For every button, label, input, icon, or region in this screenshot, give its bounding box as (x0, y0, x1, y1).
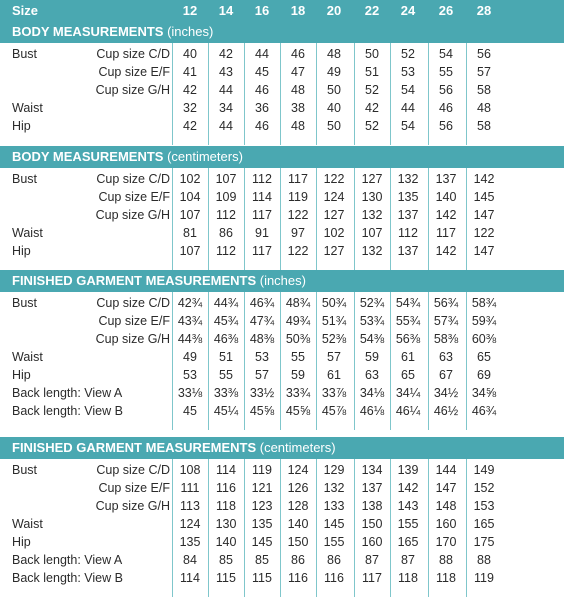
table-cell: 46 (439, 101, 453, 115)
table-cell: 117 (252, 244, 272, 258)
table-cell: 56 (439, 83, 453, 97)
table-cell: 51¾ (321, 314, 347, 328)
table-cell: 119 (474, 571, 494, 585)
table-cell: 46⅛ (359, 404, 385, 418)
table-cell: 127 (323, 208, 345, 222)
table-cell: 124 (323, 190, 345, 204)
table-cell: 150 (287, 535, 309, 549)
table-cell: 116 (288, 571, 308, 585)
table-cell: 147 (473, 244, 495, 258)
table-cell: 133 (323, 499, 345, 513)
row-label: Back length: View A (12, 386, 123, 400)
table-cell: 153 (473, 499, 495, 513)
row-label: Hip (12, 368, 31, 382)
table-cell: 142 (473, 172, 495, 186)
table-cell: 122 (287, 244, 309, 258)
section-title (12, 270, 306, 292)
table-cell: 175 (473, 535, 495, 549)
table-cell: 112 (216, 244, 236, 258)
row-sublabel: Cup size C/D (96, 296, 170, 310)
size-header-26: 26 (438, 3, 454, 18)
table-cell: 46¾ (471, 404, 497, 418)
section-header-2 (0, 270, 564, 292)
table-cell: 33⅞ (321, 386, 347, 400)
section-title (12, 146, 243, 168)
table-cell: 122 (323, 172, 345, 186)
row-sublabel: Cup size C/D (96, 172, 170, 186)
row-label: Bust (12, 172, 38, 186)
section-title-main: FINISHED GARMENT MEASUREMENTS (12, 440, 257, 455)
table-cell: 88 (439, 553, 453, 567)
table-cell: 121 (251, 481, 273, 495)
table-cell: 52 (365, 83, 379, 97)
table-cell: 116 (216, 481, 236, 495)
table-cell: 104 (179, 190, 201, 204)
section-title-main: FINISHED GARMENT MEASUREMENTS (12, 273, 257, 288)
table-cell: 54¾ (395, 296, 421, 310)
table-cell: 57 (255, 368, 269, 382)
row-sublabel: Cup size E/F (98, 190, 170, 204)
table-cell: 45¾ (213, 314, 239, 328)
table-cell: 112 (398, 226, 418, 240)
table-cell: 44¾ (213, 296, 239, 310)
table-cell: 33½ (249, 386, 275, 400)
table-cell: 165 (473, 517, 495, 531)
table-cell: 61 (327, 368, 341, 382)
table-cell: 51 (365, 65, 379, 79)
table-cell: 86 (291, 553, 305, 567)
row-label: Back length: View B (12, 571, 123, 585)
row-sublabel: Cup size E/F (98, 65, 170, 79)
table-cell: 114 (216, 463, 236, 477)
size-header-12: 12 (182, 3, 198, 18)
table-cell: 84 (183, 553, 197, 567)
table-cell: 137 (397, 208, 419, 222)
table-cell: 44 (401, 101, 415, 115)
table-cell: 49 (183, 350, 197, 364)
row-sublabel: Cup size G/H (95, 332, 170, 346)
table-cell: 81 (183, 226, 197, 240)
size-header-label: Size (12, 3, 39, 18)
table-cell: 56 (439, 119, 453, 133)
table-cell: 142 (397, 481, 419, 495)
row-sublabel: Cup size E/F (98, 481, 170, 495)
table-cell: 113 (180, 499, 200, 513)
table-cell: 50¾ (321, 296, 347, 310)
table-cell: 46 (255, 119, 269, 133)
table-cell: 107 (179, 244, 201, 258)
table-cell: 127 (323, 244, 345, 258)
table-cell: 155 (323, 535, 345, 549)
table-cell: 63 (365, 368, 379, 382)
section-title (12, 21, 213, 43)
table-cell: 48 (477, 101, 491, 115)
table-cell: 38 (291, 101, 305, 115)
row-label: Hip (12, 244, 31, 258)
table-cell: 144 (435, 463, 457, 477)
section-header-0 (0, 21, 564, 43)
table-cell: 48 (291, 119, 305, 133)
table-cell: 52 (401, 47, 415, 61)
table-cell: 97 (291, 226, 305, 240)
table-cell: 115 (216, 571, 236, 585)
table-cell: 143 (397, 499, 419, 513)
table-cell: 45 (255, 65, 269, 79)
table-cell: 122 (287, 208, 309, 222)
table-cell: 44⅜ (177, 332, 203, 346)
table-cell: 46¼ (395, 404, 421, 418)
table-cell: 47¾ (249, 314, 275, 328)
table-cell: 45⅞ (321, 404, 347, 418)
section-title (12, 437, 336, 459)
table-cell: 45⅝ (249, 404, 275, 418)
table-cell: 54 (439, 47, 453, 61)
table-cell: 50⅜ (285, 332, 311, 346)
table-cell: 53¾ (359, 314, 385, 328)
table-cell: 123 (251, 499, 273, 513)
table-cell: 117 (252, 208, 272, 222)
table-cell: 116 (324, 571, 344, 585)
table-cell: 134 (361, 463, 383, 477)
section-title-unit: (inches) (163, 24, 214, 39)
table-cell: 36 (255, 101, 269, 115)
table-cell: 130 (215, 517, 237, 531)
table-cell: 124 (179, 517, 201, 531)
table-cell: 63 (439, 350, 453, 364)
table-cell: 132 (323, 481, 345, 495)
table-cell: 40 (183, 47, 197, 61)
table-cell: 88 (477, 553, 491, 567)
table-cell: 112 (216, 208, 236, 222)
table-cell: 42 (365, 101, 379, 115)
table-cell: 65 (477, 350, 491, 364)
table-cell: 44 (255, 47, 269, 61)
table-cell: 34 (219, 101, 233, 115)
table-cell: 137 (361, 481, 383, 495)
table-cell: 55 (219, 368, 233, 382)
table-cell: 53 (183, 368, 197, 382)
table-cell: 138 (361, 499, 383, 513)
table-cell: 140 (435, 190, 457, 204)
table-cell: 49¾ (285, 314, 311, 328)
table-cell: 122 (473, 226, 495, 240)
table-cell: 114 (180, 571, 200, 585)
section-header-1 (0, 146, 564, 168)
table-cell: 115 (252, 571, 272, 585)
table-cell: 46⅜ (213, 332, 239, 346)
table-cell: 147 (435, 481, 457, 495)
table-cell: 126 (287, 481, 309, 495)
table-cell: 127 (361, 172, 383, 186)
table-cell: 48 (291, 83, 305, 97)
table-cell: 46¾ (249, 296, 275, 310)
row-label: Bust (12, 296, 38, 310)
table-cell: 137 (397, 244, 419, 258)
table-cell: 52 (365, 119, 379, 133)
table-cell: 170 (435, 535, 457, 549)
table-cell: 58¾ (471, 296, 497, 310)
table-cell: 86 (219, 226, 233, 240)
table-cell: 124 (287, 463, 309, 477)
table-cell: 140 (215, 535, 237, 549)
table-cell: 33⅜ (213, 386, 239, 400)
size-header-row (0, 0, 564, 21)
table-cell: 48 (327, 47, 341, 61)
table-cell: 48⅜ (249, 332, 275, 346)
table-cell: 46 (255, 83, 269, 97)
table-cell: 118 (436, 571, 456, 585)
table-cell: 46 (291, 47, 305, 61)
table-cell: 65 (401, 368, 415, 382)
table-cell: 135 (179, 535, 201, 549)
table-cell: 32 (183, 101, 197, 115)
table-cell: 58 (477, 83, 491, 97)
table-cell: 87 (365, 553, 379, 567)
table-cell: 107 (179, 208, 201, 222)
table-cell: 57¾ (433, 314, 459, 328)
table-cell: 145 (473, 190, 495, 204)
table-cell: 54 (401, 83, 415, 97)
table-cell: 130 (361, 190, 383, 204)
table-cell: 109 (215, 190, 237, 204)
table-cell: 118 (398, 571, 418, 585)
table-cell: 45 (183, 404, 197, 418)
row-label: Back length: View B (12, 404, 123, 418)
table-cell: 87 (401, 553, 415, 567)
row-label: Waist (12, 350, 43, 364)
table-cell: 47 (291, 65, 305, 79)
table-cell: 145 (323, 517, 345, 531)
row-sublabel: Cup size G/H (95, 83, 170, 97)
table-cell: 58⅜ (433, 332, 459, 346)
size-header-20: 20 (326, 3, 342, 18)
table-cell: 61 (401, 350, 415, 364)
table-cell: 102 (179, 172, 201, 186)
size-header-14: 14 (218, 3, 234, 18)
table-cell: 108 (179, 463, 201, 477)
table-cell: 50 (365, 47, 379, 61)
table-cell: 59 (365, 350, 379, 364)
table-cell: 129 (323, 463, 345, 477)
table-cell: 49 (327, 65, 341, 79)
table-cell: 128 (287, 499, 309, 513)
table-cell: 117 (362, 571, 382, 585)
table-cell: 45¼ (213, 404, 239, 418)
table-cell: 117 (436, 226, 456, 240)
table-cell: 53 (401, 65, 415, 79)
table-cell: 42 (183, 119, 197, 133)
table-cell: 59 (291, 368, 305, 382)
table-cell: 41 (183, 65, 197, 79)
table-cell: 155 (397, 517, 419, 531)
section-title-unit: (centimeters) (163, 149, 243, 164)
table-cell: 69 (477, 368, 491, 382)
table-cell: 135 (251, 517, 273, 531)
table-cell: 142 (435, 244, 457, 258)
row-sublabel: Cup size G/H (95, 208, 170, 222)
size-header-16: 16 (254, 3, 270, 18)
table-cell: 147 (473, 208, 495, 222)
size-header-22: 22 (364, 3, 380, 18)
table-cell: 44 (219, 119, 233, 133)
size-header-18: 18 (290, 3, 306, 18)
table-cell: 34⅝ (471, 386, 497, 400)
table-cell: 132 (361, 208, 383, 222)
table-cell: 57 (477, 65, 491, 79)
table-cell: 52⅜ (321, 332, 347, 346)
table-cell: 52¾ (359, 296, 385, 310)
table-cell: 34⅛ (359, 386, 385, 400)
table-cell: 50 (327, 83, 341, 97)
row-sublabel: Cup size C/D (96, 47, 170, 61)
table-cell: 150 (361, 517, 383, 531)
table-cell: 91 (255, 226, 269, 240)
table-cell: 50 (327, 119, 341, 133)
row-label: Bust (12, 47, 38, 61)
section-title-unit: (centimeters) (256, 440, 336, 455)
table-cell: 33¾ (285, 386, 311, 400)
table-cell: 135 (397, 190, 419, 204)
table-cell: 165 (397, 535, 419, 549)
row-label: Bust (12, 463, 38, 477)
table-cell: 57 (327, 350, 341, 364)
table-cell: 53 (255, 350, 269, 364)
table-cell: 149 (473, 463, 495, 477)
row-label: Hip (12, 119, 31, 133)
table-cell: 58 (477, 119, 491, 133)
table-cell: 142 (435, 208, 457, 222)
table-cell: 42¾ (177, 296, 203, 310)
table-cell: 60⅜ (471, 332, 497, 346)
table-cell: 51 (219, 350, 233, 364)
table-cell: 140 (287, 517, 309, 531)
table-cell: 67 (439, 368, 453, 382)
table-cell: 112 (252, 172, 272, 186)
row-label: Hip (12, 535, 31, 549)
table-cell: 54 (401, 119, 415, 133)
table-cell: 111 (180, 481, 200, 495)
table-cell: 34¼ (395, 386, 421, 400)
table-cell: 139 (397, 463, 419, 477)
table-cell: 107 (215, 172, 237, 186)
table-cell: 42 (183, 83, 197, 97)
table-cell: 44 (219, 83, 233, 97)
table-cell: 102 (323, 226, 345, 240)
table-cell: 42 (219, 47, 233, 61)
table-cell: 85 (255, 553, 269, 567)
table-cell: 54⅜ (359, 332, 385, 346)
table-cell: 114 (252, 190, 272, 204)
table-cell: 55¾ (395, 314, 421, 328)
size-header-28: 28 (476, 3, 492, 18)
table-cell: 118 (216, 499, 236, 513)
table-cell: 107 (361, 226, 383, 240)
row-sublabel: Cup size E/F (98, 314, 170, 328)
section-title-main: BODY MEASUREMENTS (12, 24, 164, 39)
table-cell: 119 (252, 463, 272, 477)
section-header-3 (0, 437, 564, 459)
table-cell: 145 (251, 535, 273, 549)
table-cell: 160 (361, 535, 383, 549)
table-cell: 33⅛ (177, 386, 203, 400)
table-cell: 160 (435, 517, 457, 531)
table-cell: 40 (327, 101, 341, 115)
size-header-24: 24 (400, 3, 416, 18)
table-cell: 34½ (433, 386, 459, 400)
row-sublabel: Cup size G/H (95, 499, 170, 513)
table-cell: 56¾ (433, 296, 459, 310)
table-cell: 43 (219, 65, 233, 79)
table-cell: 132 (361, 244, 383, 258)
section-title-main: BODY MEASUREMENTS (12, 149, 164, 164)
table-cell: 56⅜ (395, 332, 421, 346)
table-cell: 137 (435, 172, 457, 186)
table-cell: 48¾ (285, 296, 311, 310)
table-cell: 46½ (433, 404, 459, 418)
table-cell: 45⅝ (285, 404, 311, 418)
row-label: Waist (12, 517, 43, 531)
row-label: Back length: View A (12, 553, 123, 567)
table-cell: 117 (288, 172, 308, 186)
table-cell: 55 (291, 350, 305, 364)
table-cell: 55 (439, 65, 453, 79)
table-cell: 56 (477, 47, 491, 61)
table-cell: 152 (473, 481, 495, 495)
table-cell: 148 (435, 499, 457, 513)
table-cell: 119 (288, 190, 308, 204)
table-cell: 43¾ (177, 314, 203, 328)
table-cell: 85 (219, 553, 233, 567)
table-cell: 86 (327, 553, 341, 567)
row-sublabel: Cup size C/D (96, 463, 170, 477)
row-label: Waist (12, 101, 43, 115)
table-cell: 132 (397, 172, 419, 186)
section-title-unit: (inches) (256, 273, 306, 288)
table-cell: 59¾ (471, 314, 497, 328)
row-label: Waist (12, 226, 43, 240)
